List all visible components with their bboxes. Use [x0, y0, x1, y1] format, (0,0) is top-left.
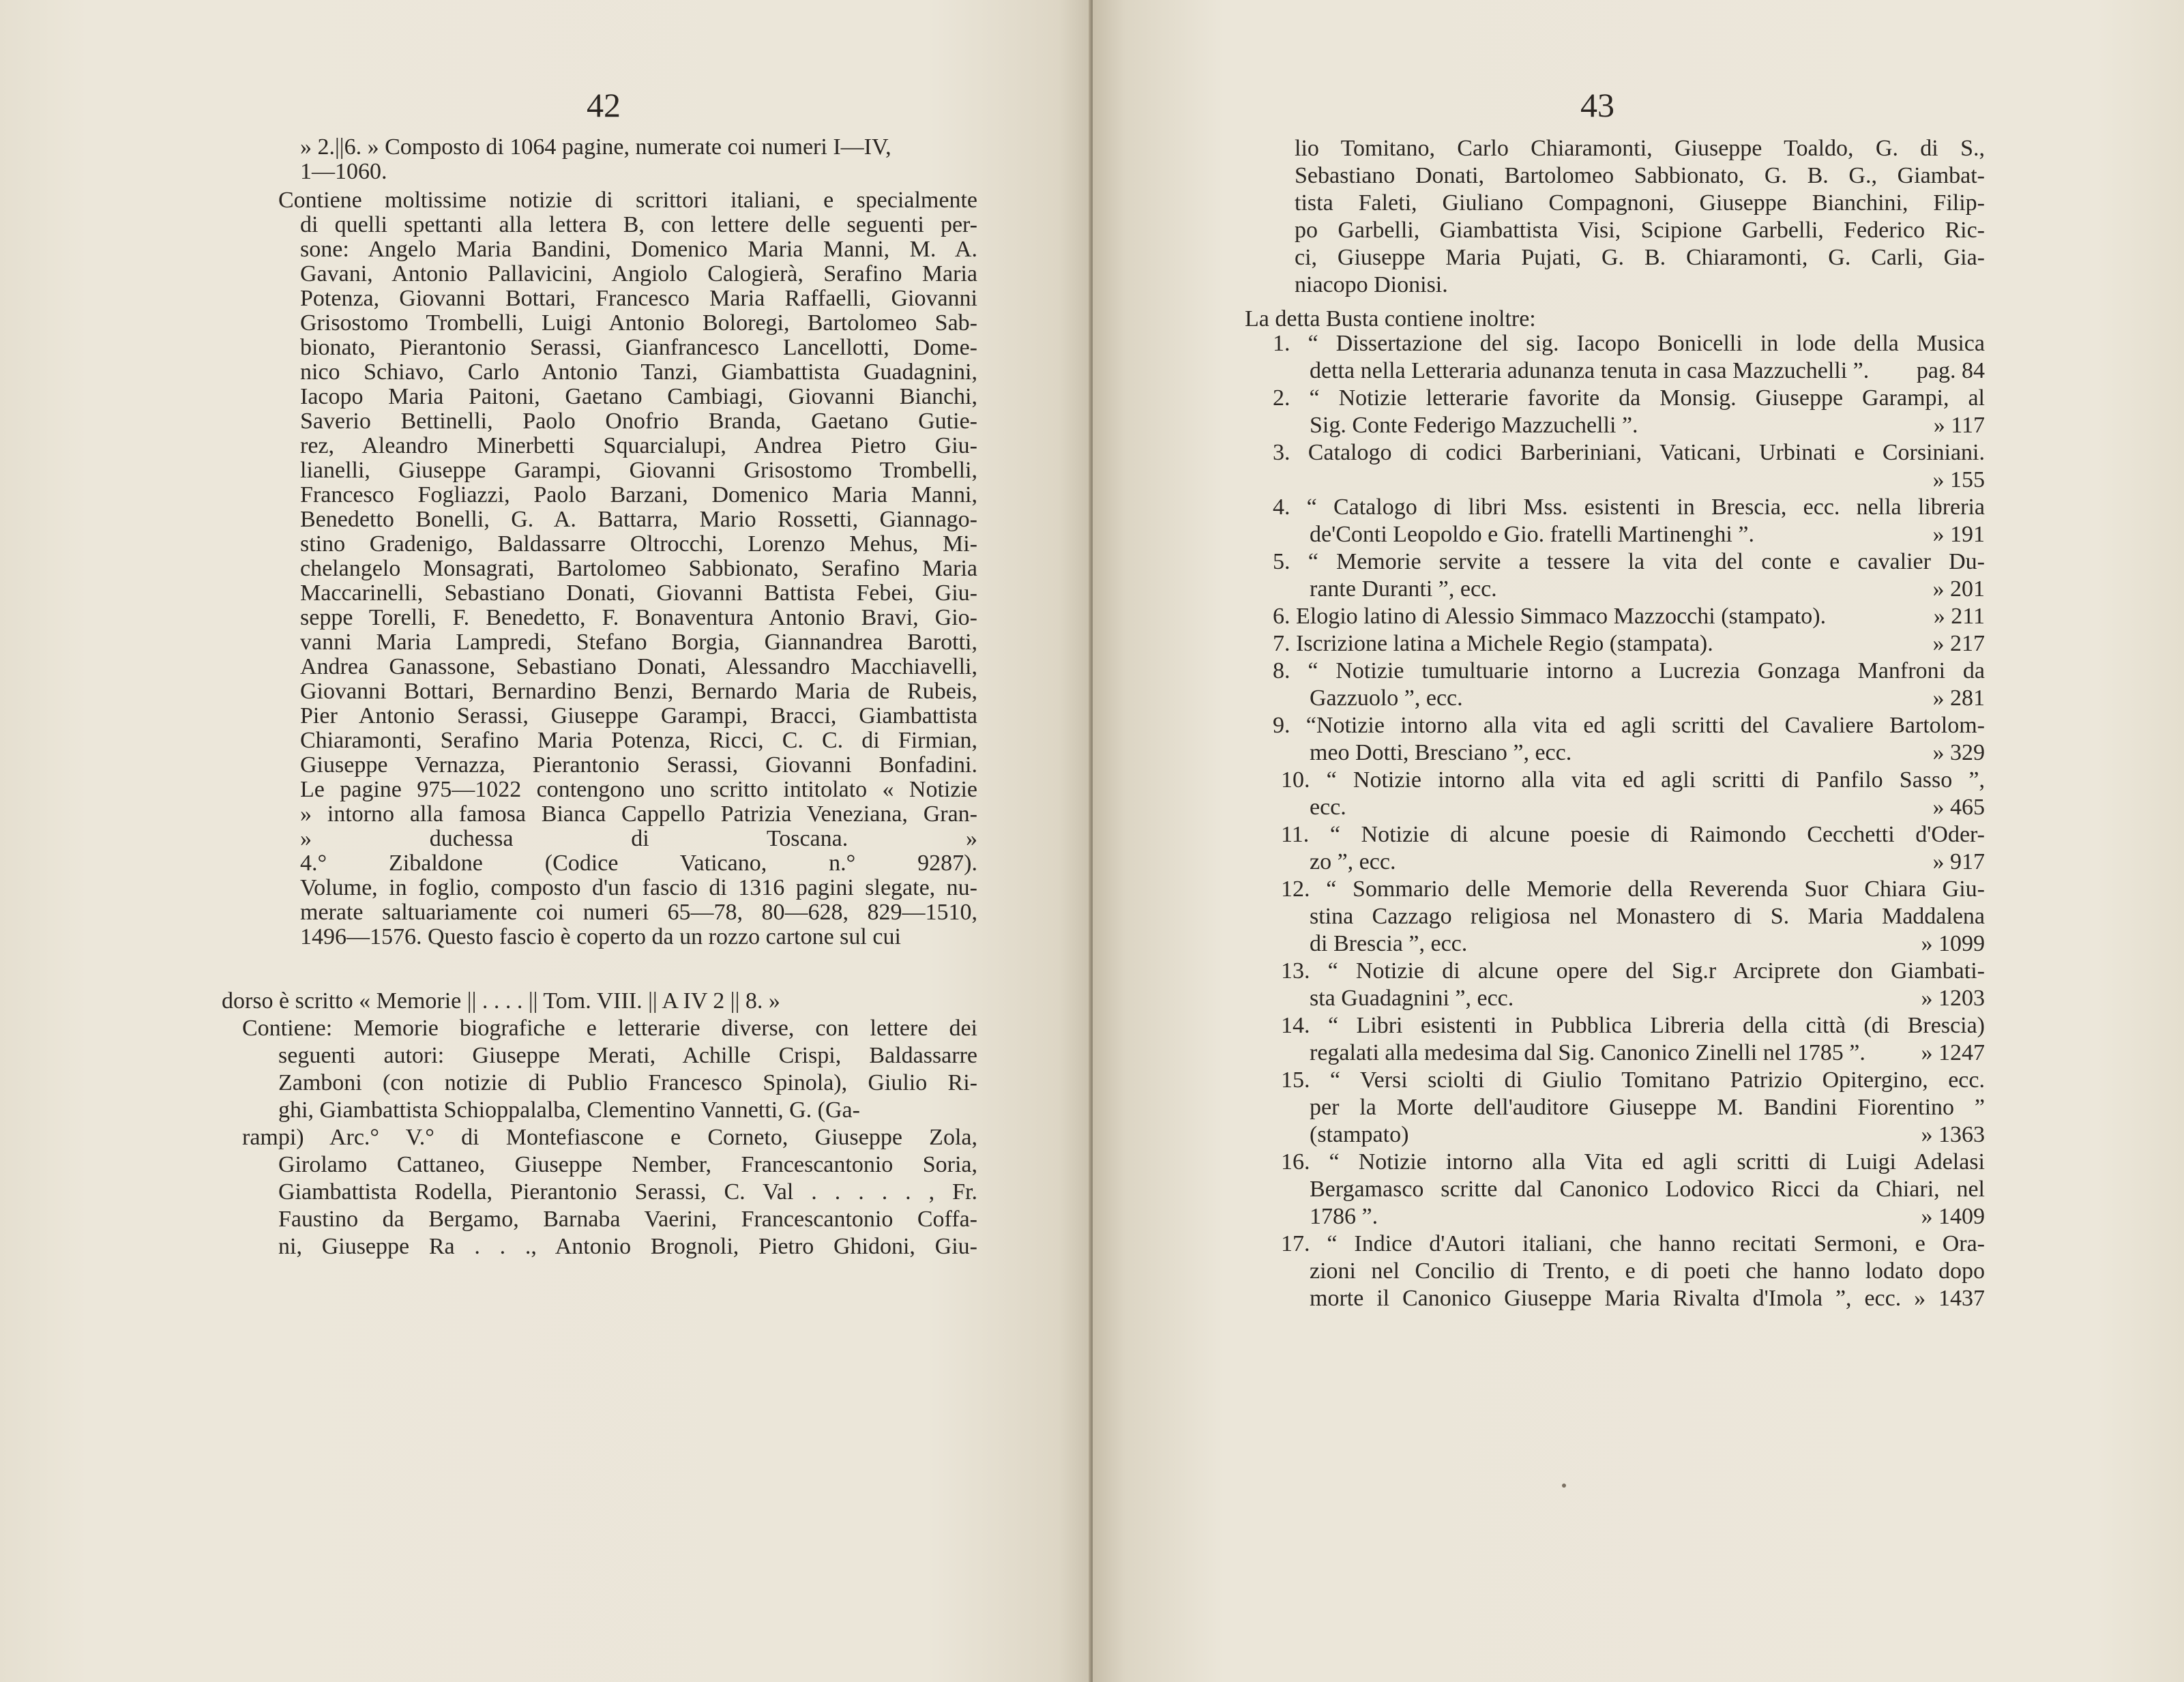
text-line: 11. “ Notizie di alcune poesie di Raimondo Cecchetti d'Oder-: [1281, 822, 1985, 847]
text-line: 10. “ Notizie intorno alla vita ed agli scritti di Panfilo Sasso ”,: [1281, 767, 1985, 793]
text-line: lianelli, Giuseppe Garampi, Giovanni Grisostomo Trombelli,: [300, 458, 977, 483]
text-line: 14. “ Libri esistenti in Pubblica Libreria della città (di Brescia): [1281, 1013, 1985, 1038]
text-line: morte il Canonico Giuseppe Maria Rivalta d'Imola ”, ecc. » 1437: [1310, 1286, 1985, 1311]
text-line: rante Duranti ”, ecc.: [1310, 576, 1497, 602]
text-line: nico Schiavo, Carlo Antonio Tanzi, Giambattista Guadagnini,: [300, 359, 977, 385]
text-line: Le pagine 975—1022 contengono uno scritto intitolato « Notizie: [300, 777, 977, 802]
text-line: 13. “ Notizie di alcune opere del Sig.r Arciprete don Giambati-: [1281, 958, 1985, 984]
text-line: seguenti autori: Giuseppe Merati, Achille Crispi, Baldassarre: [278, 1043, 977, 1068]
text-line: bionato, Pierantonio Serassi, Gianfrancesco Lancellotti, Dome-: [300, 335, 977, 360]
page-number: 43: [1580, 86, 1614, 124]
text-line: 16. “ Notizie intorno alla Vita ed agli scritti di Luigi Adelasi: [1281, 1149, 1985, 1175]
text-line: Giuseppe Vernazza, Pierantonio Serassi, Giovanni Bonfadini.: [300, 752, 977, 778]
right-page: [1093, 0, 2184, 1682]
text-line: Sebastiano Donati, Bartolomeo Sabbionato, G. B. G., Giambat-: [1295, 163, 1985, 188]
text-line: 7. Iscrizione latina a Michele Regio (stampata).: [1273, 631, 1713, 656]
page-reference: » 917: [1932, 849, 1985, 874]
ink-speck: [1562, 1484, 1566, 1488]
text-line: ci, Giuseppe Maria Pujati, G. B. Chiaramonti, G. Carli, Gia-: [1295, 245, 1985, 270]
text-line: 9. “Notizie intorno alla vita ed agli scritti del Cavaliere Bartolom-: [1273, 713, 1985, 738]
text-line: Andrea Ganassone, Sebastiano Donati, Alessandro Macchiavelli,: [300, 654, 977, 679]
page-reference: » 191: [1932, 522, 1985, 547]
text-line: 5. “ Memorie servite a tessere la vita del conte e cavalier Du-: [1273, 549, 1985, 574]
text-line: 4.° Zibaldone (Codice Vaticano, n.° 9287).: [300, 851, 977, 876]
page-reference: » 1247: [1921, 1040, 1985, 1065]
text-line: 1. “ Dissertazione del sig. Iacopo Bonicelli in lode della Musica: [1273, 331, 1985, 356]
page-reference: » 217: [1932, 631, 1985, 656]
text-line: 1496—1576. Questo fascio è coperto da un rozzo cartone sul cui: [300, 924, 901, 949]
text-line: Zamboni (con notizie di Publio Francesco Spinola), Giulio Ri-: [278, 1070, 977, 1095]
text-line: 3. Catalogo di codici Barberiniani, Vaticani, Urbinati e Corsiniani.: [1273, 440, 1985, 465]
text-line: Volume, in foglio, composto d'un fascio di 1316 pagini slegate, nu-: [300, 875, 977, 900]
text-line: vanni Maria Lampredi, Stefano Borgia, Giannandrea Barotti,: [300, 630, 977, 655]
text-line: Iacopo Maria Paitoni, Gaetano Cambiagi, Giovanni Bianchi,: [300, 384, 977, 409]
text-line: detta nella Letteraria adunanza tenuta in casa Mazzuchelli ”.: [1310, 358, 1870, 383]
page-reference: » 201: [1932, 576, 1985, 602]
text-line: Maccarinelli, Sebastiano Donati, Giovanni Battista Febei, Giu-: [300, 580, 977, 606]
text-line: de'Conti Leopoldo e Gio. fratelli Martinenghi ”.: [1310, 522, 1754, 547]
text-line: 1—1060.: [300, 159, 387, 184]
page-number: 42: [587, 86, 621, 124]
text-line: sta Guadagnini ”, ecc.: [1310, 986, 1514, 1011]
text-line: 4. “ Catalogo di libri Mss. esistenti in Brescia, ecc. nella libreria: [1273, 495, 1985, 520]
text-line: dorso è scritto « Memorie || . . . . || Tom. VIII. || A IV 2 || 8. »: [222, 988, 780, 1014]
page-reference: » 281: [1932, 685, 1985, 711]
text-line: Francesco Fogliazzi, Paolo Barzani, Domenico Maria Manni,: [300, 482, 977, 507]
text-line: Giambattista Rodella, Pierantonio Serassi, C. Val . . . . . , Fr.: [278, 1179, 977, 1205]
page-reference: pag. 84: [1916, 358, 1985, 383]
text-line: 6. Elogio latino di Alessio Simmaco Mazzocchi (stampato).: [1273, 604, 1827, 629]
text-line: zo ”, ecc.: [1310, 849, 1396, 874]
text-line: Gavani, Antonio Pallavicini, Angiolo Calogierà, Serafino Maria: [300, 261, 977, 286]
text-line: di Brescia ”, ecc.: [1310, 931, 1468, 956]
text-line: sone: Angelo Maria Bandini, Domenico Maria Manni, M. A.: [300, 237, 977, 262]
text-line: Grisostomo Trombelli, Luigi Antonio Boloregi, Bartolomeo Sab-: [300, 310, 977, 336]
text-line: Girolamo Cattaneo, Giuseppe Nember, Francescantonio Soria,: [278, 1152, 977, 1177]
text-line: » intorno alla famosa Bianca Cappello Patrizia Veneziana, Gran-: [300, 801, 977, 827]
text-line: Giovanni Bottari, Bernardino Benzi, Bernardo Maria de Rubeis,: [300, 679, 977, 704]
text-line: (stampato): [1310, 1122, 1409, 1147]
page-reference: » 1363: [1921, 1122, 1985, 1147]
text-line: La detta Busta contiene inoltre:: [1245, 306, 1536, 331]
page-reference: » 155: [1932, 467, 1985, 492]
text-line: Contiene moltissime notizie di scrittori italiani, e specialmente: [278, 188, 977, 213]
text-line: Pier Antonio Serassi, Giuseppe Garampi, Bracci, Giambattista: [300, 703, 977, 728]
text-line: di quelli spettanti alla lettera B, con lettere delle seguenti per-: [300, 212, 977, 237]
page-reference: » 1409: [1921, 1204, 1985, 1229]
text-line: Benedetto Bonelli, G. A. Battarra, Mario Rossetti, Giannago-: [300, 507, 977, 532]
text-line: » 2.||6. » Composto di 1064 pagine, numerate coi numeri I—IV,: [300, 134, 891, 160]
text-line: 2. “ Notizie letterarie favorite da Monsig. Giuseppe Garampi, al: [1273, 385, 1985, 411]
text-line: 8. “ Notizie tumultuarie intorno a Lucrezia Gonzaga Manfroni da: [1273, 658, 1985, 683]
text-line: 15. “ Versi sciolti di Giulio Tomitano Patrizio Opitergino, ecc.: [1281, 1067, 1985, 1093]
text-line: lio Tomitano, Carlo Chiaramonti, Giuseppe Toaldo, G. di S.,: [1295, 136, 1985, 161]
text-line: Bergamasco scritte dal Canonico Lodovico Ricci da Chiari, nel: [1310, 1177, 1985, 1202]
page-reference: » 329: [1932, 740, 1985, 765]
text-line: per la Morte dell'auditore Giuseppe M. Bandini Fiorentino ”: [1310, 1095, 1985, 1120]
text-line: 17. “ Indice d'Autori italiani, che hanno recitati Sermoni, e Ora-: [1281, 1231, 1985, 1256]
text-line: Saverio Bettinelli, Paolo Onofrio Branda, Gaetano Gutie-: [300, 409, 977, 434]
text-line: ecc.: [1310, 795, 1346, 820]
text-line: meo Dotti, Bresciano ”, ecc.: [1310, 740, 1572, 765]
text-line: Sig. Conte Federigo Mazzuchelli ”.: [1310, 413, 1638, 438]
text-line: stino Gradenigo, Baldassarre Oltrocchi, Lorenzo Mehus, Mi-: [300, 531, 977, 557]
text-line: Gazzuolo ”, ecc.: [1310, 685, 1463, 711]
text-line: 1786 ”.: [1310, 1204, 1378, 1229]
page-reference: » 1203: [1921, 986, 1985, 1011]
text-line: stina Cazzago religiosa nel Monastero di S. Maria Maddalena: [1310, 904, 1985, 929]
text-line: rez, Aleandro Minerbetti Squarcialupi, Andrea Pietro Giu-: [300, 433, 977, 458]
page-reference: » 211: [1933, 604, 1985, 629]
text-line: regalati alla medesima dal Sig. Canonico Zinelli nel 1785 ”.: [1310, 1040, 1865, 1065]
text-line: po Garbelli, Giambattista Visi, Scipione Garbelli, Federico Ric-: [1295, 218, 1985, 243]
page-reference: » 117: [1933, 413, 1985, 438]
text-line: ni, Giuseppe Ra . . ., Antonio Brognoli, Pietro Ghidoni, Giu-: [278, 1234, 977, 1259]
left-page: [0, 0, 1091, 1682]
text-line: Faustino da Bergamo, Barnaba Vaerini, Francescantonio Coffa-: [278, 1207, 977, 1232]
page-reference: » 465: [1932, 795, 1985, 820]
text-line: merate saltuariamente coi numeri 65—78, 80—628, 829—1510,: [300, 900, 977, 925]
text-line: chelangelo Monsagrati, Bartolomeo Sabbionato, Serafino Maria: [300, 556, 977, 581]
text-line: zioni nel Concilio di Trento, e di poeti che hanno lodato dopo: [1310, 1258, 1985, 1284]
text-line: rampi) Arc.° V.° di Montefiascone e Corneto, Giuseppe Zola,: [242, 1125, 977, 1150]
text-line: seppe Torelli, F. Benedetto, F. Bonaventura Antonio Bravi, Gio-: [300, 605, 977, 630]
text-line: ghi, Giambattista Schioppalalba, Clementino Vannetti, G. (Ga-: [278, 1097, 860, 1123]
text-line: 12. “ Sommario delle Memorie della Reverenda Suor Chiara Giu-: [1281, 876, 1985, 902]
text-line: Potenza, Giovanni Bottari, Francesco Maria Raffaelli, Giovanni: [300, 286, 977, 311]
page-reference: » 1099: [1921, 931, 1985, 956]
text-line: Chiaramonti, Serafino Maria Potenza, Ricci, C. C. di Firmian,: [300, 728, 977, 753]
text-line: tista Faleti, Giuliano Compagnoni, Giuseppe Bianchini, Filip-: [1295, 190, 1985, 216]
text-line: niacopo Dionisi.: [1295, 272, 1448, 297]
text-line: Contiene: Memorie biografiche e letterarie diverse, con lettere dei: [242, 1016, 977, 1041]
text-line: » duchessa di Toscana. »: [300, 826, 977, 851]
